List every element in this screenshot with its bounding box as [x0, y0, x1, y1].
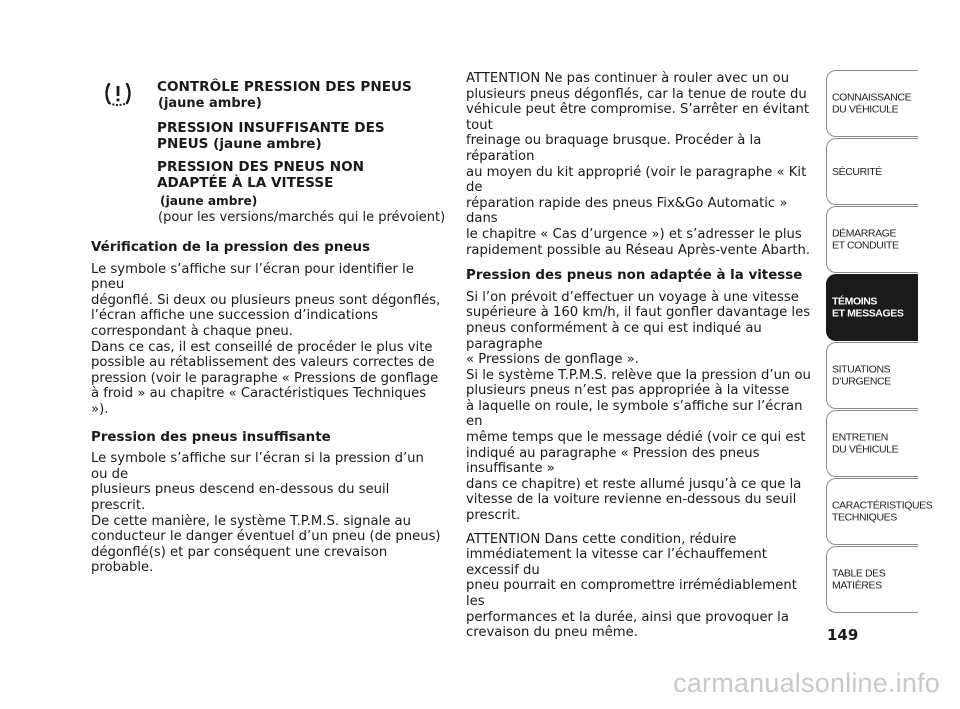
watermark: carmanualsonline.info	[673, 668, 940, 698]
tab-demarrage[interactable]: DÉMARRAGE ET CONDUITE	[826, 206, 918, 273]
paragraph-pressure-check: Le symbole s’affiche sur l’écran pour identifier le pneu dégonflé. Si deux ou plusieurs pneus sont dégonflés, l’écran affiche une succession d’indications correspondant à chaque pneu. Dans ce cas, il est conseillé de procéder le plus vite possible au rétablissement des valeurs correctes de pression (voir le paragraphe « Pressions de gonflage à froid » au chapitre « Caractéristiques Techniques »).	[91, 261, 441, 417]
tab-table-matieres[interactable]: TABLE DES MATIÈRES	[826, 546, 918, 613]
warning-title-tpms-check: CONTRÔLE PRESSION DES PNEUS	[157, 79, 412, 95]
warning-subtitle-amber-2: (jaune ambre)	[160, 194, 258, 208]
heading-speed-pressure: Pression des pneus non adaptée à la vitesse	[466, 268, 803, 284]
chapter-tabs	[826, 70, 933, 614]
tab-situations[interactable]: SITUATIONS D’URGENCE	[826, 342, 918, 409]
left-column	[91, 240, 441, 584]
paragraph-low-pressure: Le symbole s’affiche sur l’écran si la pression d’un ou de plusieurs pneus descend en-dessous du seuil prescrit. De cette manière, le système T.P.M.S. signale au conducteur le danger éventuel d’un pneu (de pneus) dégonflé(s) et par conséquent une crevaison probable.	[91, 451, 441, 576]
warning-subtitle-amber: (jaune ambre)	[158, 96, 262, 111]
tab-securite[interactable]: SÉCURITÉ	[826, 138, 918, 205]
heading-pressure-check: Vérification de la pression des pneus	[91, 240, 371, 255]
tire-pressure-warning-icon	[103, 81, 133, 109]
page-number: 149	[827, 626, 859, 644]
paragraph-attention-deflated: ATTENTION Ne pas continuer à rouler avec un ou plusieurs pneus dégonflés, car la tenue de route du véhicule peut être compromise. S’arrêter en évitant tout freinage ou braquage brusque. Procéder à la réparation au moyen du kit approprié (voir le paragraphe « Kit de réparation rapide des pneus Fix&Go Automatic » dans le chapitre « Cas d’urgence ») et s’adresser le plus rapidement possible au Réseau Après-vente Abarth.	[466, 71, 811, 258]
tab-connaissance[interactable]: CONNAISSANCE DU VÉHICULE	[826, 70, 918, 137]
right-column	[466, 71, 816, 649]
tab-temoins[interactable]: TÉMOINS ET MESSAGES	[826, 274, 918, 341]
warning-title-low-pressure: PRESSION INSUFFISANTE DES PNEUS (jaune ambre)	[157, 120, 385, 152]
heading-low-pressure: Pression des pneus insuffisante	[91, 429, 331, 445]
paragraph-speed-pressure: Si l’on prévoit d’effectuer un voyage à une vitesse supérieure à 160 km/h, il faut gonfler davantage les pneus conformément à ce qui est indiqué au paragraphe « Pressions de gonflage ». Si le système T.P.M.S. relève que la pression d’un ou plusieurs pneus n’est pas appropriée à la vitesse à laquelle on roule, le symbole s’affiche sur l’écran en même temps que le message dédié (voir ce qui est indiqué au paragraphe « Pression des pneus insuffisante » dans ce chapitre) et reste allumé jusqu’à ce que la vitesse de la voiture revienne en-dessous du seuil prescrit.	[466, 289, 811, 524]
warning-versions-note: (pour les versions/marchés qui le prévoient)	[158, 210, 446, 225]
warning-title-speed-pressure: PRESSION DES PNEUS NON ADAPTÉE À LA VITESSE	[157, 159, 364, 191]
tab-entretien[interactable]: ENTRETIEN DU VÉHICULE	[826, 410, 918, 477]
tab-caracteristiques[interactable]: CARACTÉRISTIQUES TECHNIQUES	[826, 478, 918, 545]
paragraph-attention-speed: ATTENTION Dans cette condition, réduire immédiatement la vitesse car l’échauffement excessif du pneu pourrait en compromettre irrémédiablement les performances et la durée, ainsi que provoquer la crevaison du pneu même.	[466, 531, 797, 641]
